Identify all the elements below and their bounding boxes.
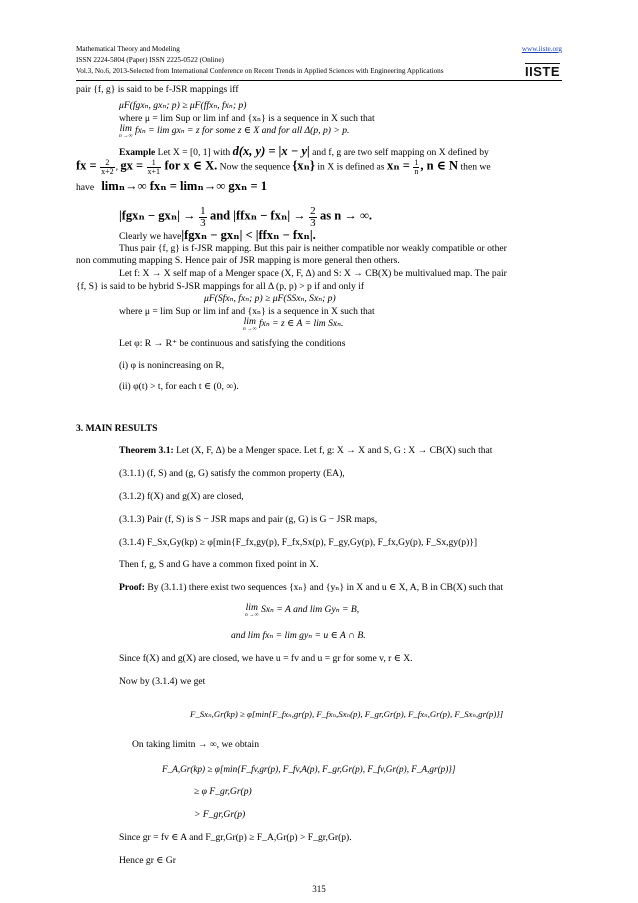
equation: |fgxₙ − gxₙ| → $\frac{1}{3}$ and |ffxₙ − fxₙ| → $\frac{2}{3}$ as n → ∞. (119, 205, 373, 229)
proof-start: Proof: By (3.1.1) there exist two sequences {xₙ} and {yₙ} in X and u ∈ X, A, B in CB(X) such that (119, 582, 504, 593)
equation: F_Sxₙ,Gr(kp) ≥ φ[min{F_fxₙ,gr(p), F_fxₙ,Sxₙ(p), F_gr,Gr(p), F_fxₙ,Gr(p), F_Sxₙ,gr(p)}] (190, 709, 504, 719)
text-line: pair {f, g} is said to be f-JSR mappings iff (76, 84, 239, 95)
condition: (3.1.1) (f, S) and (g, G) satisfy the common property (EA), (119, 468, 345, 479)
equation: ≥ φ F_gr,Gr(p) (194, 786, 252, 797)
text-line: Example Let X = [0, 1] with d(x, y) = |x − y| and f, g are two self mapping on X defined by (119, 144, 489, 158)
page-number: 315 (312, 884, 326, 894)
text-line: Since f(X) and g(X) are closed, we have u = fv and u = gr for some v, r ∈ X. (119, 653, 413, 664)
text-line: Let f: X → X self map of a Menger space (X, F, Δ) and S: X → CB(X) be multivalued map. The pair (119, 268, 507, 279)
equation: F_A,Gr(kp) ≥ φ[min{F_fv,gr(p), F_fv,A(p), F_gr,Gr(p), F_fv,Gr(p), F_A,gr(p)}] (162, 764, 456, 774)
text-line: Since gr = fv ∈ A and F_gr,Gr(p) ≥ F_A,Gr(p) > F_gr,Gr(p). (119, 832, 352, 843)
theorem-statement: Theorem 3.1: Let (X, F, Δ) be a Menger space. Let f, g: X → X and S, G : X → CB(X) such that (119, 445, 493, 456)
issn-line: ISSN 2224-5804 (Paper) ISSN 2225-0522 (Online) (76, 56, 224, 64)
equation: μF(fgxₙ, gxₙ; p) ≥ μF(ffxₙ, fxₙ; p) (119, 100, 247, 111)
text-line: Hence gr ∈ Gr (119, 855, 176, 866)
equation: μF(Sfxₙ, fxₙ; p) ≥ μF(SSxₙ, Sxₙ; p) (204, 293, 336, 304)
text-line: Then f, g, S and G have a common fixed point in X. (119, 559, 319, 570)
condition: (3.1.3) Pair (f, S) is S − JSR maps and pair (g, G) is G − JSR maps, (119, 514, 378, 525)
fraction: $\frac{2}{x+2}$ (101, 158, 114, 176)
section-heading: 3. MAIN RESULTS (76, 423, 158, 434)
text-line: On taking limitn → ∞, we obtain (132, 739, 260, 750)
text-line: (ii) φ(t) > t, for each t ∈ (0, ∞). (119, 381, 239, 392)
text-line: have limₙ→∞ fxₙ = limₙ→∞ gxₙ = 1 (76, 179, 267, 193)
text-line: non commuting mapping S. Hence pair of JSR mapping is more general then others. (76, 255, 400, 266)
limit-operator: lim n →∞ (243, 316, 257, 332)
journal-title: Mathematical Theory and Modeling (76, 45, 180, 53)
journal-url-link[interactable]: www.iiste.org (521, 45, 562, 53)
condition: (3.1.4) F_Sx,Gy(kp) ≥ φ[min{F_fx,gy(p), F_fx,Sx(p), F_gy,Gy(p), F_fx,Gy(p), F_Sx,gy(p)}] (119, 537, 478, 548)
equation: lim n →∞ fxₙ = z ∈ A = lim Sxₙ. (243, 316, 344, 332)
iiste-logo: IISTE (524, 64, 560, 79)
fraction: $\frac{1}{n}$ (414, 158, 419, 176)
equation: > F_gr,Gr(p) (194, 809, 246, 820)
condition: (3.1.2) f(X) and g(X) are closed, (119, 491, 244, 502)
text-line: Let φ: R → R⁺ be continuous and satisfying the conditions (119, 338, 346, 349)
text-line: Clearly we have|fgxₙ − gxₙ| < |ffxₙ − fxₙ|. (119, 228, 316, 242)
limit-operator: lim n →∞ (245, 602, 259, 618)
fraction: $\frac{1}{x+1}$ (147, 158, 161, 176)
volume-line: Vol.3, No.6, 2013-Selected from International Conference on Recent Trends in Applied Sciences with Engineering Applications (76, 67, 444, 75)
text-line: Now by (3.1.4) we get (119, 676, 206, 687)
text-line: fx = $\frac{2}{x+2}$ , gx = $\frac{1}{x+1}$ for x ∈ X. Now the sequence {xₙ} in X is defined as xₙ = $\frac{1}{n}$ , n ∈ N then we (76, 158, 491, 176)
limit-operator: lim n →∞ (119, 123, 133, 139)
text-line: (i) φ is nonincreasing on R, (119, 360, 225, 371)
fraction: $\frac{2}{3}$ (310, 205, 316, 229)
equation: lim n →∞ fxₙ = lim gxₙ = z for some z ∈ X and for all Δ(p, p) > p. (119, 123, 350, 139)
text-line: where μ = lim Sup or lim inf and {xₙ} is a sequence in X such that (119, 113, 375, 124)
equation: lim n →∞ Sxₙ = A and lim Gyₙ = B, (245, 602, 360, 618)
text-line: {f, S} is said to be hybrid S-JSR mappings for all Δ (p, p) > p if and only if (76, 281, 365, 292)
fraction: $\frac{1}{3}$ (200, 205, 206, 229)
text-line: Thus pair {f, g} is f-JSR mapping. But this pair is neither compatible nor weakly compatible or other (119, 243, 507, 254)
equation: and lim fxₙ = lim gyₙ = u ∈ A ∩ B. (231, 630, 366, 641)
text-line: where μ = lim Sup or lim inf and {xₙ} is a sequence in X such that (119, 306, 375, 317)
header-rule (76, 80, 562, 81)
